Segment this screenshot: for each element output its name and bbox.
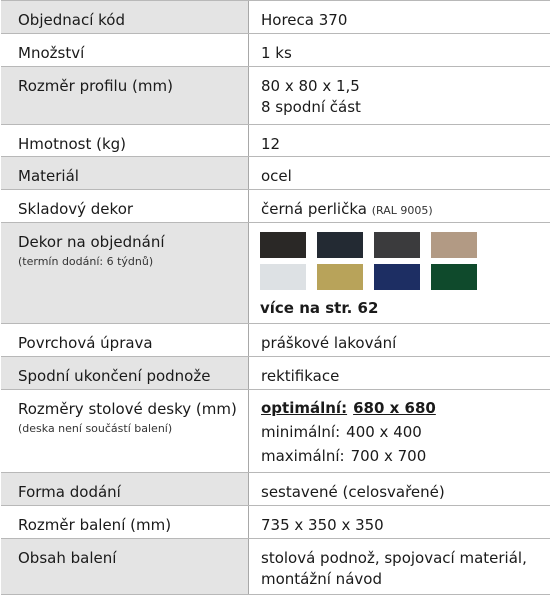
row-value: [249, 67, 550, 124]
row-value: práškové lakování: [249, 324, 550, 356]
color-swatch: [374, 232, 420, 258]
row-value: [249, 223, 550, 323]
row-label: Množství: [1, 34, 249, 66]
row-package-content: [1, 539, 550, 595]
dim-maximal: [261, 444, 550, 468]
row-label: Povrchová úprava: [1, 324, 249, 356]
row-label: Forma dodání: [1, 473, 249, 505]
dim-value: 400 x 400: [346, 423, 422, 441]
row-label: Rozměr balení (mm): [1, 506, 249, 538]
row-value: 1 ks: [249, 34, 550, 66]
color-swatch: [317, 232, 363, 258]
color-swatch: [374, 264, 420, 290]
dim-name: optimální:: [261, 399, 348, 417]
row-label: Rozměry stolové desky (mm): [18, 400, 237, 418]
dim-value: 700 x 700: [350, 447, 427, 465]
dim-minimal: [261, 420, 550, 444]
spec-table: [1, 0, 550, 595]
row-value: ocel: [249, 157, 550, 189]
value-line: 8 spodní část: [261, 98, 361, 116]
color-swatch: [317, 264, 363, 290]
row-value: rektifikace: [249, 357, 550, 389]
color-swatch: [260, 264, 306, 290]
row-label: Skladový dekor: [1, 190, 249, 222]
row-value: Horeca 370: [249, 1, 550, 33]
color-swatch: [431, 264, 477, 290]
value-line: stolová podnož, spojovací materiál,: [261, 549, 527, 567]
row-profile-size: [1, 67, 550, 125]
row-weight: [1, 125, 550, 157]
row-surface: [1, 324, 550, 357]
dim-name: minimální:: [261, 423, 341, 441]
row-value: [249, 539, 550, 594]
color-swatch: [431, 232, 477, 258]
dim-value: 680 x 680: [353, 399, 436, 417]
row-label: Rozměr profilu (mm): [1, 67, 249, 124]
row-value: [249, 390, 550, 472]
row-label-cell: [1, 390, 249, 472]
row-package-size: [1, 506, 550, 539]
row-value: [249, 190, 550, 222]
row-table-top-size: [1, 390, 550, 473]
row-label: Spodní ukončení podnože: [1, 357, 249, 389]
more-link-text: více na str. 62: [260, 299, 379, 317]
row-label: Hmotnost (kg): [1, 125, 249, 156]
row-label-cell: [1, 223, 249, 323]
value-line: 80 x 80 x 1,5: [261, 77, 360, 95]
row-material: [1, 157, 550, 190]
value-line: montážní návod: [261, 570, 382, 588]
row-label: Materiál: [1, 157, 249, 189]
row-sublabel: (deska není součástí balení): [18, 422, 173, 435]
color-swatch-grid: [260, 232, 550, 290]
row-value: sestavené (celosvařené): [249, 473, 550, 505]
row-quantity: [1, 34, 550, 67]
dim-name: maximální:: [261, 447, 345, 465]
row-stock-decor: [1, 190, 550, 223]
row-value: 12: [249, 125, 550, 156]
row-delivery-form: [1, 473, 550, 506]
row-label: Obsah balení: [1, 539, 249, 594]
row-order-code: [1, 1, 550, 34]
row-decor-order: [1, 223, 550, 324]
value-text: černá perlička: [261, 200, 367, 218]
value-note: (RAL 9005): [371, 204, 433, 217]
color-swatch: [260, 232, 306, 258]
dim-optimal: [261, 396, 550, 420]
row-label: Objednací kód: [1, 1, 249, 33]
row-base-end: [1, 357, 550, 390]
row-sublabel: (termín dodání: 6 týdnů): [18, 255, 154, 268]
row-value: 735 x 350 x 350: [249, 506, 550, 538]
row-label: Dekor na objednání: [18, 233, 165, 251]
